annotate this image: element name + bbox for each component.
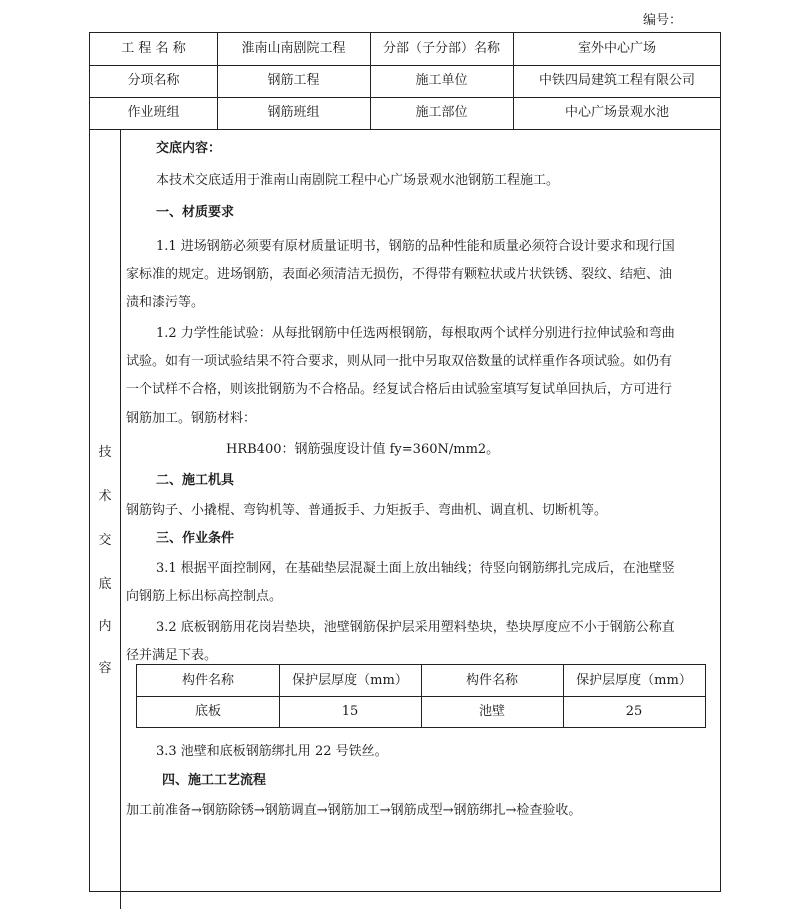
paragraph-line: 3.2 底板钢筋用花岗岩垫块，池壁钢筋保护层采用塑料垫块，垫块厚度应不小于钢筋公称直 bbox=[156, 620, 675, 635]
row-divider bbox=[90, 129, 720, 130]
item-name-value: 钢筋工程 bbox=[267, 73, 320, 88]
table-header-cell: 构件名称 bbox=[181, 673, 234, 688]
disclosure-form bbox=[89, 32, 721, 892]
content-heading: 交底内容： bbox=[156, 141, 222, 156]
table-header-cell: 保护层厚度（mm） bbox=[576, 673, 692, 688]
side-label-char: 容 bbox=[98, 661, 112, 676]
side-label-char: 内 bbox=[98, 619, 112, 634]
table-cell: 25 bbox=[625, 704, 643, 719]
cover-thickness-table bbox=[136, 664, 706, 728]
item-name-label: 分项名称 bbox=[127, 73, 180, 88]
work-team-value: 钢筋班组 bbox=[267, 105, 320, 120]
subdivision-label: 分部（子分部）名称 bbox=[382, 41, 500, 56]
subdivision-value: 室外中心广场 bbox=[577, 41, 656, 56]
table-header-cell: 保护层厚度（mm） bbox=[292, 673, 408, 688]
location-value: 中心广场景观水池 bbox=[564, 105, 669, 120]
table-header-cell: 构件名称 bbox=[465, 673, 518, 688]
paragraph-line: 3.3 池壁和底板钢筋绑扎用 22 号铁丝。 bbox=[156, 744, 388, 759]
paragraph-line: 试验。如有一项试验结果不符合要求，则从同一批中另取双倍数量的试样重作各项试验。如仍有 bbox=[126, 354, 673, 369]
paragraph-line: 1.2 力学性能试验：从每批钢筋中任选两根钢筋，每根取两个试样分别进行拉伸试验和弯曲 bbox=[156, 326, 675, 341]
intro-paragraph: 本技术交底适用于淮南山南剧院工程中心广场景观水池钢筋工程施工。 bbox=[156, 173, 560, 188]
side-label-char: 术 bbox=[98, 489, 112, 504]
work-team-label: 作业班组 bbox=[127, 105, 180, 120]
paragraph-line: 径并满足下表。 bbox=[126, 648, 218, 663]
project-name-value: 淮南山南剧院工程 bbox=[241, 41, 346, 56]
location-label: 施工部位 bbox=[415, 105, 468, 120]
paragraph-line: 3.1 根据平面控制网，在基础垫层混凝土面上放出轴线；待竖向钢筋绑扎完成后，在池壁竖 bbox=[156, 561, 675, 576]
paragraph-line: 1.1 进场钢筋必须要有原材质量证明书，钢筋的品种性能和质量必须符合设计要求和现行国 bbox=[156, 239, 675, 254]
section-title: 三、作业条件 bbox=[156, 531, 235, 546]
project-name-label: 工 程 名 称 bbox=[121, 41, 186, 56]
paragraph-line: 渍和漆污等。 bbox=[126, 295, 205, 310]
paragraph-line: 家标准的规定。进场钢筋，表面必须清洁无损伤，不得带有颗粒状或片状铁锈、裂纹、结疤、油 bbox=[126, 267, 673, 282]
table-cell: 15 bbox=[341, 704, 359, 719]
side-column-divider bbox=[120, 129, 121, 909]
side-label-char: 技 bbox=[98, 445, 112, 460]
table-cell: 底板 bbox=[194, 704, 221, 719]
section-title: 二、施工机具 bbox=[156, 473, 235, 488]
paragraph-line: 钢筋加工。钢筋材料： bbox=[126, 411, 257, 426]
serial-number-label: 编号： bbox=[643, 13, 683, 28]
material-spec: HRB400：钢筋强度设计值 fy=360N/mm2。 bbox=[226, 442, 500, 457]
process-flow: 加工前准备→钢筋除锈→钢筋调直→钢筋加工→钢筋成型→钢筋绑扎→检查验收。 bbox=[126, 803, 582, 818]
table-cell: 池壁 bbox=[478, 704, 505, 719]
contractor-label: 施工单位 bbox=[415, 73, 468, 88]
section-title: 四、施工工艺流程 bbox=[162, 773, 267, 788]
paragraph-line: 钢筋钩子、小撬棍、弯钩机等、普通扳手、力矩扳手、弯曲机、调直机、切断机等。 bbox=[126, 503, 608, 518]
paragraph-line: 向钢筋上标出标高控制点。 bbox=[126, 589, 283, 604]
section-title: 一、材质要求 bbox=[156, 205, 235, 220]
side-label-char: 交 bbox=[98, 533, 112, 548]
paragraph-line: 一个试样不合格，则该批钢筋为不合格品。经复试合格后由试验室填写复试单回执后，方可进行 bbox=[126, 382, 673, 397]
contractor-value: 中铁四局建筑工程有限公司 bbox=[538, 73, 695, 88]
side-label-char: 底 bbox=[98, 577, 112, 592]
